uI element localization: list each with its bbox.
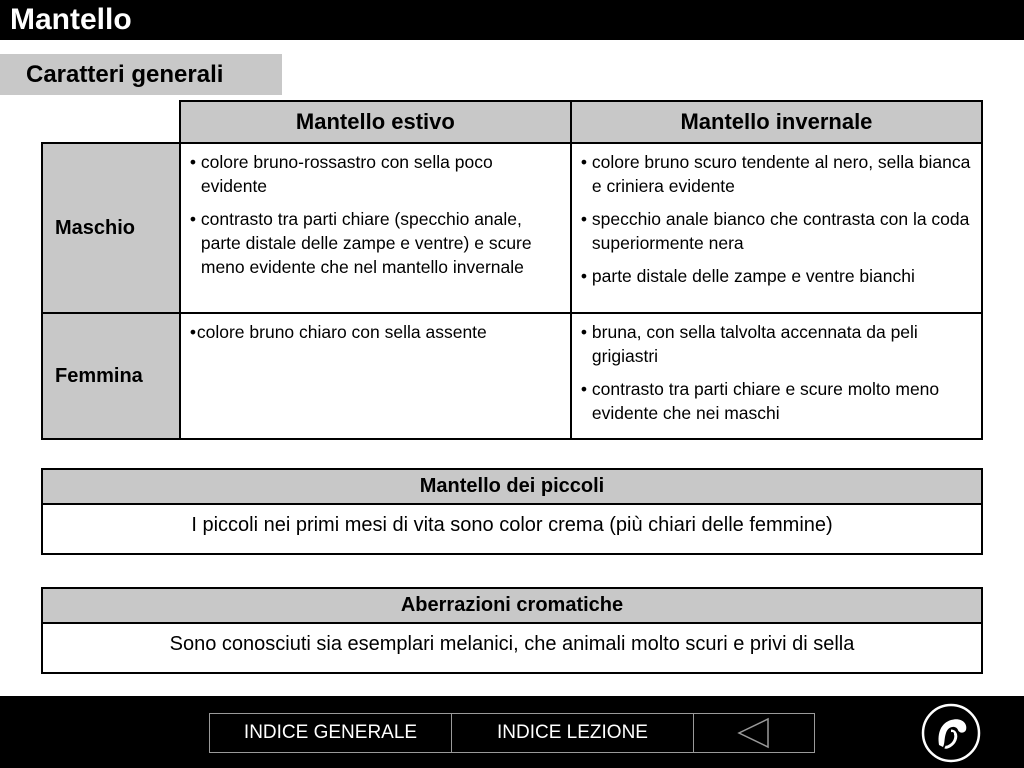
page-title: Mantello (0, 0, 1024, 40)
femmina-invernale-cell (571, 313, 982, 439)
maschio-estivo-cell (180, 143, 571, 313)
piccoli-text: I piccoli nei primi mesi di vita sono color crema (più chiari delle femmine) (191, 514, 833, 536)
triangle-left-icon (737, 717, 771, 749)
table-row (42, 313, 982, 439)
row-label-maschio: Maschio (42, 143, 180, 313)
table-header-row (42, 101, 982, 143)
list-item: • colore bruno-rossastro con sella poco evidente (190, 150, 562, 198)
list-item: • bruna, con sella talvolta accennata da peli grigiastri (581, 320, 973, 368)
list-item: • colore bruno chiaro con sella assente (190, 320, 562, 344)
back-button[interactable] (694, 714, 814, 752)
indice-generale-button[interactable]: INDICE GENERALE (210, 714, 452, 752)
col-header-invernale: Mantello invernale (571, 101, 982, 143)
list-item: • contrasto tra parti chiare (specchio anale, parte distale delle zampe e ventre) e scure meno evidente che nel mantello invernale (190, 207, 562, 279)
maschio-invernale-cell (571, 143, 982, 313)
nav-bar (209, 713, 815, 753)
piccoli-heading: Mantello dei piccoli (43, 470, 981, 505)
femmina-estivo-cell (180, 313, 571, 439)
aberrazioni-text: Sono conosciuti sia esemplari melanici, che animali molto scuri e privi di sella (169, 633, 855, 655)
list-item: • specchio anale bianco che contrasta con la coda superiormente nera (581, 207, 973, 255)
footer-bar (0, 696, 1024, 768)
coat-table (41, 100, 983, 440)
section-subtitle: Caratteri generali (0, 54, 282, 95)
col-header-estivo: Mantello estivo (180, 101, 571, 143)
piccoli-box (41, 468, 983, 555)
table-row (42, 143, 982, 313)
indice-lezione-button[interactable]: INDICE LEZIONE (452, 714, 694, 752)
list-item: • parte distale delle zampe e ventre bianchi (581, 264, 973, 288)
table-corner (42, 101, 180, 143)
aberrazioni-box (41, 587, 983, 674)
list-item: • contrasto tra parti chiare e scure molto meno evidente che nei maschi (581, 377, 973, 425)
aberrazioni-heading: Aberrazioni cromatiche (43, 589, 981, 624)
list-item: • colore bruno scuro tendente al nero, sella bianca e criniera evidente (581, 150, 973, 198)
row-label-femmina: Femmina (42, 313, 180, 439)
ibex-head-logo-icon[interactable] (921, 703, 981, 763)
